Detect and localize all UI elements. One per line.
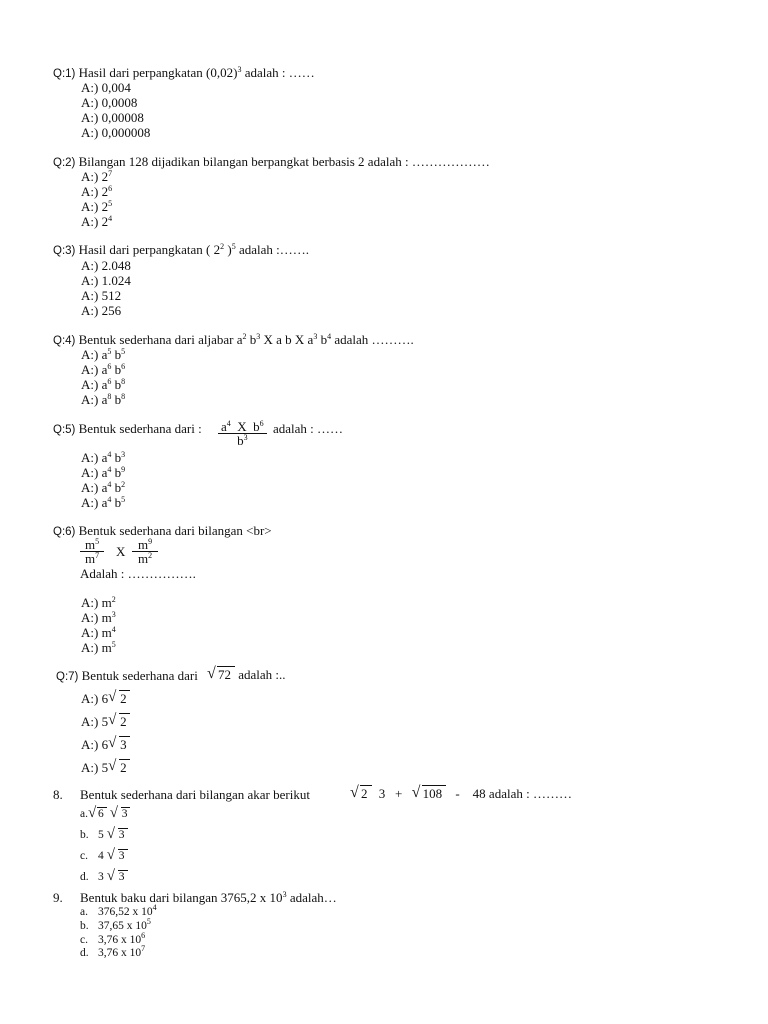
radical-72: √ 72 adalah :.. [207, 665, 286, 682]
option[interactable]: A:) 0,00008 [81, 110, 144, 125]
option[interactable]: A:) $a^6$ $b^8$ [81, 377, 126, 392]
option[interactable]: A:) 1.024 [81, 273, 131, 288]
question-5 [53, 421, 202, 438]
question-8-text: Bentuk sederhana dari bilangan akar berikut [80, 787, 310, 802]
option[interactable]: A:) 0,000008 [81, 125, 151, 140]
option[interactable]: A:) 0,004 [81, 80, 131, 95]
option[interactable]: A:) $2^5$ [81, 199, 113, 214]
option[interactable]: A:) 6 √ 2 [81, 691, 130, 706]
sqrt-icon: √ [109, 805, 118, 821]
question-9-text: Bentuk baku dari bilangan 3765,2 x $10^3$ adalah… [80, 890, 337, 905]
sqrt-icon: √ [108, 758, 117, 774]
option[interactable]: A:) 6 √ 3 [81, 737, 130, 752]
option[interactable]: A:) $a^6$ $b^6$ [81, 362, 126, 377]
option[interactable]: A:) 2.048 [81, 258, 131, 273]
question-8-number: 8. [53, 787, 63, 802]
option[interactable]: A:) 5 √ 2 [81, 714, 130, 729]
question-number: Q:4) [53, 335, 76, 347]
option[interactable]: A:) $a^4$ $b^3$ [81, 450, 126, 465]
sqrt-icon: √ [411, 784, 421, 801]
question-tail: adalah : …… [273, 421, 344, 436]
option[interactable]: A:) 0,0008 [81, 95, 138, 110]
sqrt-icon: √ [106, 826, 115, 842]
option[interactable]: A:) $2^7$ [81, 169, 113, 184]
option[interactable]: A:) 5 √ 2 [81, 760, 130, 775]
question-number: Q:5) [53, 424, 76, 436]
question-3: Q:3) Hasil dari perpangkatan ( $2^2$ )$^5$ adalah :……. [53, 242, 310, 257]
question-text: Bilangan 128 dijadikan bilangan berpangkat berbasis 2 adalah : ……………… [75, 154, 490, 169]
option[interactable]: d. 3 √ 3 [80, 870, 128, 885]
option[interactable]: A:) $m^5$ [81, 640, 116, 655]
question-7 [56, 668, 198, 685]
option[interactable]: A:) $a^8$ $b^8$ [81, 392, 126, 407]
option[interactable]: a. √ 6 √ 3 [80, 807, 130, 822]
sqrt-icon: √ [108, 735, 117, 751]
sqrt-icon: √ [108, 712, 117, 728]
option[interactable]: A:) $a^5$ $b^5$ [81, 347, 126, 362]
adalah-label: Adalah : ……………. [80, 566, 196, 581]
question-4: Q:4) Bentuk sederhana dari aljabar $a^2$ $b^3$ X a b X $a^3$ $b^4$ adalah ………. [53, 332, 414, 347]
question-number: Q:7) [56, 671, 79, 683]
option[interactable]: c. 4 √ 3 [80, 849, 128, 864]
option[interactable]: A:) 256 [81, 303, 122, 318]
sqrt-icon: √ [108, 689, 117, 705]
exponent: 3 [237, 65, 242, 74]
sqrt-icon: √ [87, 805, 97, 821]
question-text: Bentuk sederhana dari [78, 668, 198, 683]
option[interactable]: A:) $m^4$ [81, 625, 116, 640]
question-tail: adalah : …… [241, 65, 315, 80]
fraction: $\frac{m^9}{m^2}$ [132, 538, 158, 565]
option[interactable]: A:) $a^4$ $b^5$ [81, 495, 126, 510]
question-text: Bentuk sederhana dari : [78, 421, 202, 436]
question-text: Hasil dari perpangkatan (0,02) [78, 65, 238, 80]
question-text: Hasil dari perpangkatan ( 2 [78, 242, 221, 257]
option[interactable]: b. 37,65 x $10^5$ [80, 917, 151, 932]
sqrt-icon: √ [207, 665, 216, 682]
option[interactable]: A:) $a^4$ $b^2$ [81, 480, 126, 495]
question-number: Q:3) [53, 245, 76, 257]
option[interactable]: d. 3,76 x $10^7$ [80, 944, 146, 959]
option[interactable]: A:) $2^4$ [81, 214, 113, 229]
question-number: Q:6) [53, 526, 76, 538]
question-text: Bentuk sederhana dari bilangan <br> [78, 523, 272, 538]
question-2 [53, 154, 490, 171]
option[interactable]: A:) $2^6$ [81, 184, 113, 199]
question-number: Q:1) [53, 68, 76, 80]
sqrt-icon: √ [106, 847, 115, 863]
sqrt-icon: √ [350, 784, 359, 801]
option[interactable]: c. 3,76 x $10^6$ [80, 931, 146, 946]
question-8-expression: √ 2 3 + √ 108 - 48 adalah : ……… [350, 784, 572, 801]
sqrt-icon: √ [106, 868, 115, 884]
option[interactable]: a. 376,52 x $10^4$ [80, 903, 157, 918]
fraction: $\frac{m^5}{m^7}$ [80, 538, 104, 565]
question-number: Q:2) [53, 157, 76, 169]
question-text: Bentuk sederhana dari aljabar a [78, 332, 243, 347]
option[interactable]: A:) 512 [81, 288, 122, 303]
question-9-number: 9. [53, 890, 63, 905]
option[interactable]: A:) $m^3$ [81, 610, 116, 625]
option[interactable]: A:) $a^4$ $b^9$ [81, 465, 126, 480]
option[interactable]: b. 5 √ 3 [80, 828, 128, 843]
times-sign: X [116, 544, 126, 559]
fraction: $\frac{a^4 X b^6}{b^3}$ [218, 420, 267, 447]
option[interactable]: A:) $m^2$ [81, 595, 116, 610]
